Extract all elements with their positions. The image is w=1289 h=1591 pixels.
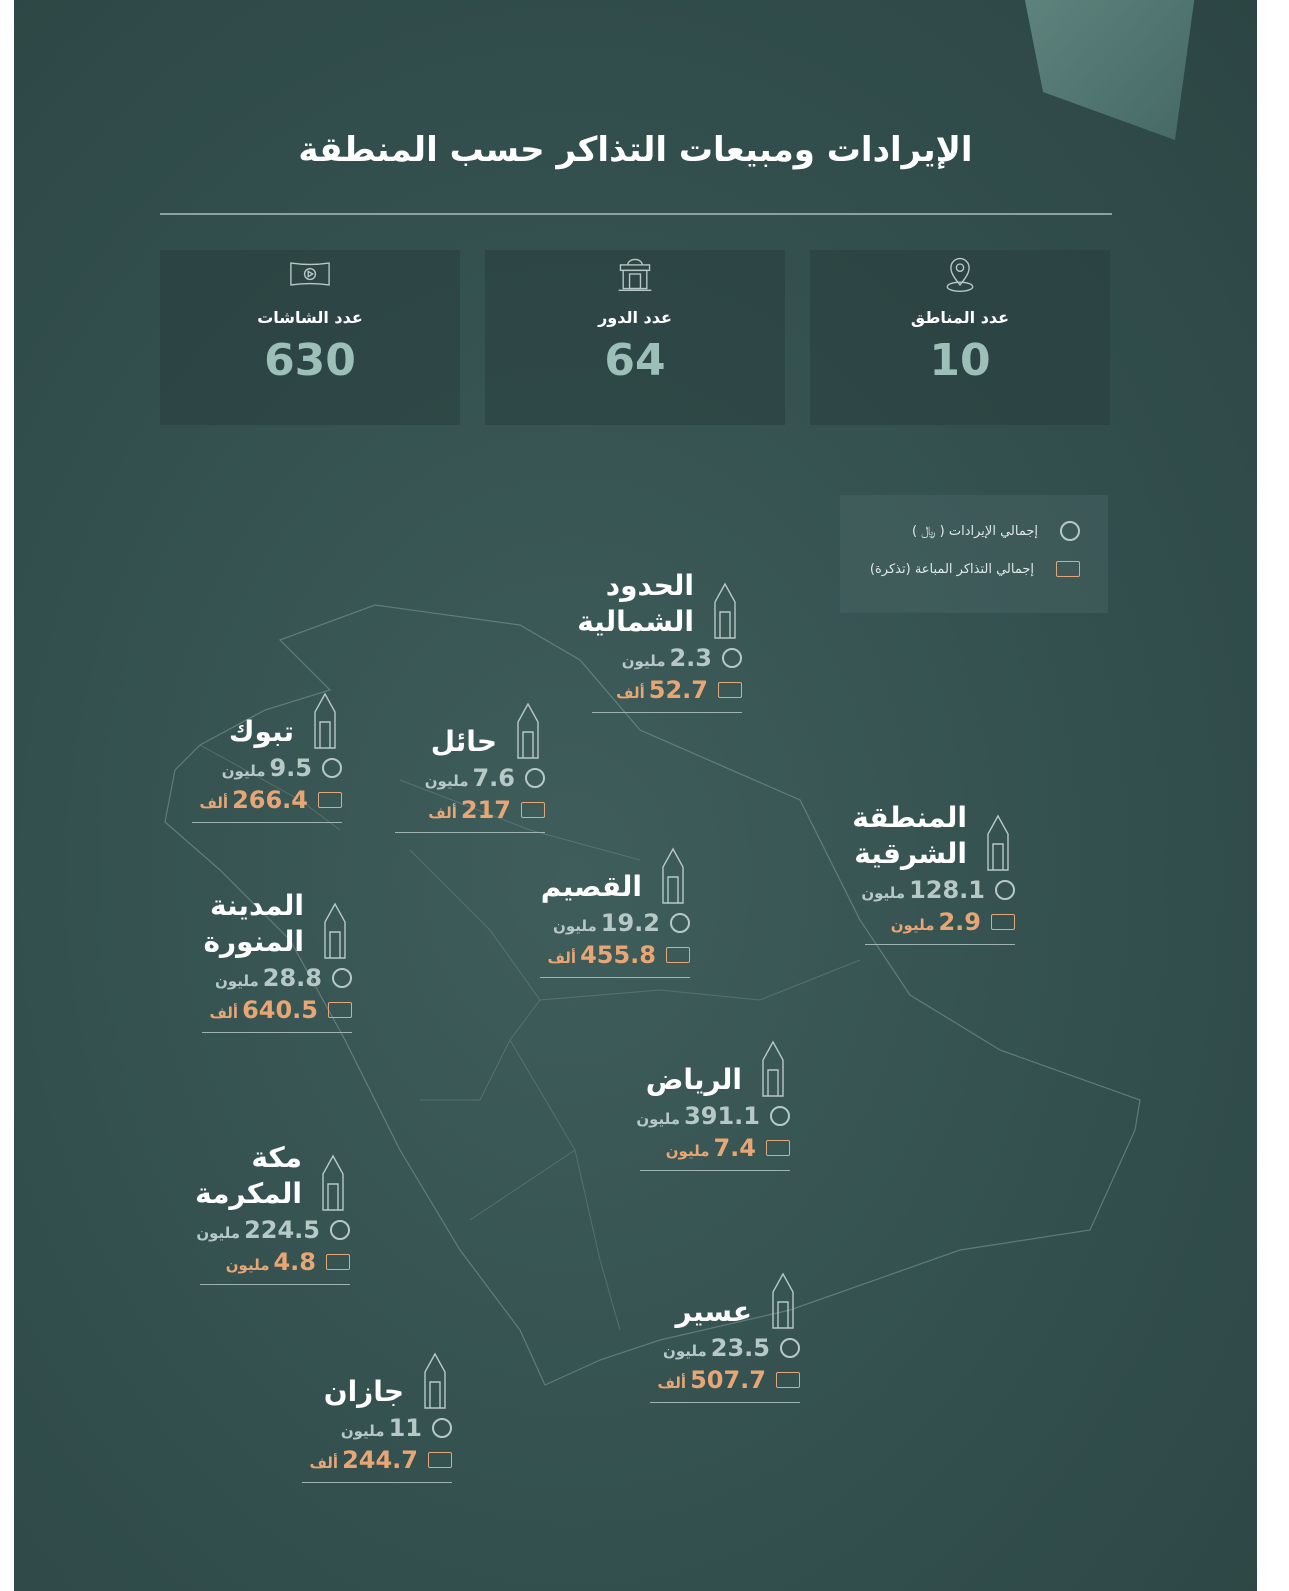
tickets-value: 640.5 <box>242 996 318 1024</box>
revenue-value: 224.5 <box>244 1216 320 1244</box>
tickets-value: 266.4 <box>232 786 308 814</box>
region-name: عسير <box>675 1295 752 1328</box>
leader-line <box>395 832 545 833</box>
landmark-icon <box>656 845 690 905</box>
revenue-unit: مليون <box>196 1224 241 1242</box>
tickets-value: 2.9 <box>938 908 981 936</box>
landmark-icon <box>316 1152 350 1212</box>
stat-value: 64 <box>604 335 666 386</box>
revenue-value: 11 <box>388 1414 422 1442</box>
region-name: مكة المكرمة <box>195 1141 302 1210</box>
revenue-unit: مليون <box>424 772 469 790</box>
revenue-unit: مليون <box>221 762 266 780</box>
stat-label: عدد الشاشات <box>257 308 363 327</box>
revenue-unit: مليون <box>621 652 666 670</box>
tickets-value: 507.7 <box>690 1366 766 1394</box>
coin-icon <box>330 1220 350 1240</box>
revenue-unit: مليون <box>215 972 259 990</box>
stat-label: عدد الدور <box>598 308 672 327</box>
region-name: الرياض <box>645 1063 742 1096</box>
tickets-value: 4.8 <box>273 1248 316 1276</box>
stat-value: 10 <box>929 335 991 386</box>
legend-revenue: إجمالي الإيرادات ( ﷼ ) <box>911 523 1038 539</box>
tickets-unit: ألف <box>657 1374 687 1392</box>
tickets-value: 217 <box>460 796 511 824</box>
coin-icon <box>770 1106 790 1126</box>
stat-value: 630 <box>264 335 356 386</box>
region-block <box>182 690 342 823</box>
landmark-icon <box>418 1350 452 1410</box>
landmark-icon <box>981 812 1015 872</box>
region-name: حائل <box>430 725 497 758</box>
tickets-unit: ألف <box>209 1004 239 1022</box>
ticket-icon <box>521 802 545 818</box>
leader-line <box>302 1482 452 1483</box>
coin-icon <box>432 1418 452 1438</box>
revenue-value: 28.8 <box>262 964 322 992</box>
legend-tickets: إجمالي التذاكر المباعة (تذكرة) <box>869 561 1034 577</box>
coin-icon <box>722 648 742 668</box>
region-block <box>282 1350 452 1483</box>
ticket-icon <box>326 1254 350 1270</box>
ticket-icon <box>328 1002 352 1018</box>
revenue-value: 2.3 <box>669 644 712 672</box>
region-block <box>172 888 352 1033</box>
ticket-icon <box>318 792 342 808</box>
leader-line <box>640 1170 790 1171</box>
tickets-unit: ألف <box>199 794 229 812</box>
tickets-value: 244.7 <box>342 1446 418 1474</box>
revenue-value: 23.5 <box>710 1334 770 1362</box>
region-block <box>520 845 690 978</box>
coin-icon <box>322 758 342 778</box>
revenue-unit: مليون <box>663 1342 707 1360</box>
region-name: جازان <box>323 1375 404 1408</box>
region-block <box>835 800 1015 945</box>
coin-icon <box>332 968 352 988</box>
landmark-icon <box>756 1038 790 1098</box>
region-block <box>552 568 742 713</box>
leader-line <box>592 712 742 713</box>
region-block <box>150 1140 350 1285</box>
page-title: الإيرادات ومبيعات التذاكر حسب المنطقة <box>298 130 973 170</box>
revenue-value: 19.2 <box>600 909 660 937</box>
leader-line <box>200 1284 350 1285</box>
landmark-icon <box>511 700 545 760</box>
region-name: المدينة المنورة <box>203 889 304 958</box>
landmark-icon <box>766 1270 800 1330</box>
region-name: المنطقة الشرقية <box>852 801 967 870</box>
tickets-unit: ألف <box>309 1454 339 1472</box>
leader-line <box>865 944 1015 945</box>
tickets-unit: مليون <box>225 1256 270 1274</box>
region-block <box>610 1270 800 1403</box>
region-block <box>375 700 545 833</box>
tickets-unit: ألف <box>616 684 645 702</box>
leader-line <box>192 822 342 823</box>
ticket-icon <box>1056 561 1080 577</box>
tickets-value: 7.4 <box>713 1134 756 1162</box>
coin-icon <box>995 880 1015 900</box>
region-block <box>610 1038 790 1171</box>
revenue-value: 128.1 <box>909 876 985 904</box>
leader-line <box>650 1402 800 1403</box>
leader-line <box>202 1032 352 1033</box>
stat-label: عدد المناطق <box>910 308 1010 327</box>
revenue-unit: مليون <box>636 1110 681 1128</box>
revenue-value: 7.6 <box>472 764 515 792</box>
ticket-icon <box>766 1140 790 1156</box>
tickets-unit: مليون <box>665 1142 710 1160</box>
coin-icon <box>525 768 545 788</box>
landmark-icon <box>708 580 742 640</box>
ticket-icon <box>666 947 690 963</box>
ticket-icon <box>428 1452 452 1468</box>
region-name: الحدود الشمالية <box>577 569 694 638</box>
tickets-unit: مليون <box>890 916 935 934</box>
region-name: القصيم <box>540 870 642 903</box>
revenue-value: 391.1 <box>684 1102 760 1130</box>
tickets-value: 455.8 <box>580 941 656 969</box>
tickets-unit: ألف <box>428 804 457 822</box>
revenue-unit: مليون <box>861 884 906 902</box>
ticket-icon <box>776 1372 800 1388</box>
landmark-icon <box>308 690 342 750</box>
revenue-unit: مليون <box>340 1422 385 1440</box>
tickets-unit: ألف <box>547 949 577 967</box>
coin-icon <box>670 913 690 933</box>
revenue-unit: مليون <box>553 917 597 935</box>
ticket-icon <box>991 914 1015 930</box>
legend <box>840 495 1108 613</box>
ticket-icon <box>718 682 742 698</box>
coin-icon <box>780 1338 800 1358</box>
leader-line <box>540 977 690 978</box>
coin-icon <box>1060 521 1080 541</box>
region-name: تبوك <box>228 715 294 748</box>
tickets-value: 52.7 <box>648 676 708 704</box>
landmark-icon <box>318 900 352 960</box>
revenue-value: 9.5 <box>269 754 312 782</box>
